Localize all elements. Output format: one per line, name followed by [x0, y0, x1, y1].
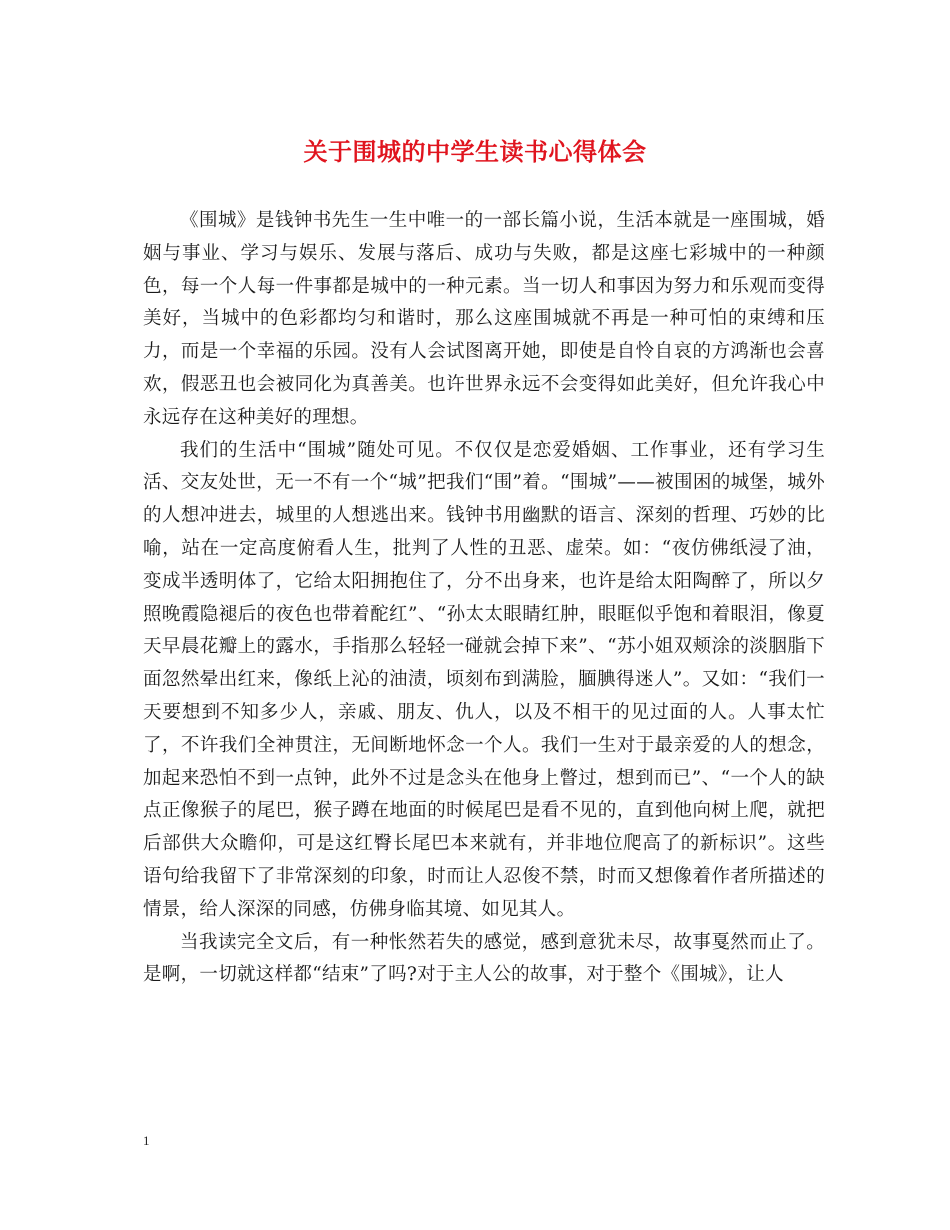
document-title: 关于围城的中学生读书心得体会	[303, 137, 647, 166]
paragraph-3: 当我读完全文后，有一种怅然若失的感觉，感到意犹未尽，故事戛然而止了。是啊，一切就这样都“结束”了吗?对于主人公的故事，对于整个《围城》，让人	[143, 931, 825, 986]
document-body	[143, 205, 825, 992]
paragraph-2: 我们的生活中“围城”随处可见。不仅仅是恋爱婚姻、工作事业，还有学习生活、交友处世，无一不有一个“城”把我们“围”着。“围城”——被围困的城堡，城外的人想冲进去，城里的人想逃出来。钱钟书用幽默的语言、深刻的哲理、巧妙的比喻，站在一定高度俯看人生，批判了人性的丑恶、虚荣。如：“夜仿佛纸浸了油，变成半透明体了，它给太阳拥抱住了，分不出身来，也许是给太阳陶醉了，所以夕照晚霞隐褪后的夜色也带着酡红”、“孙太太眼睛红肿，眼眶似乎饱和着眼泪，像夏天早晨花瓣上的露水，手指那么轻轻一碰就会掉下来”、“苏小姐双颊涂的淡胭脂下面忽然晕出红来，像纸上沁的油渍，顷刻布到满脸，腼腆得迷人”。又如：“我们一天要想到不知多少人，亲戚、朋友、仇人，以及不相干的见过面的人。人事太忙了，不许我们全神贯注，无间断地怀念一个人。我们一生对于最亲爱的人的想念，加起来恐怕不到一点钟，此外不过是念头在他身上瞥过，想到而已”、“一个人的缺点正像猴子的尾巴，猴子蹲在地面的时候尾巴是看不见的，直到他向树上爬，就把后部供大众瞻仰，可是这红臀长尾巴本来就有，并非地位爬高了的新标识”。这些语句给我留下了非常深刻的印象，时而让人忍俊不禁，时而又想像着作者所描述的情景，给人深深的同感，仿佛身临其境、如见其人。	[143, 439, 825, 920]
page-number: 1	[143, 1133, 150, 1148]
paragraph-1: 《围城》是钱钟书先生一生中唯一的一部长篇小说，生活本就是一座围城，婚姻与事业、学习与娱乐、发展与落后、成功与失败，都是这座七彩城中的一种颜色，每一个人每一件事都是城中的一种元素。当一切人和事因为努力和乐观而变得美好，当城中的色彩都均匀和谐时，那么这座围城就不再是一种可怕的束缚和压力，而是一个幸福的乐园。没有人会试图离开她，即使是自怜自哀的方鸿渐也会喜欢，假恶丑也会被同化为真善美。也许世界永远不会变得如此美好，但允许我心中永远存在这种美好的理想。	[143, 210, 825, 428]
